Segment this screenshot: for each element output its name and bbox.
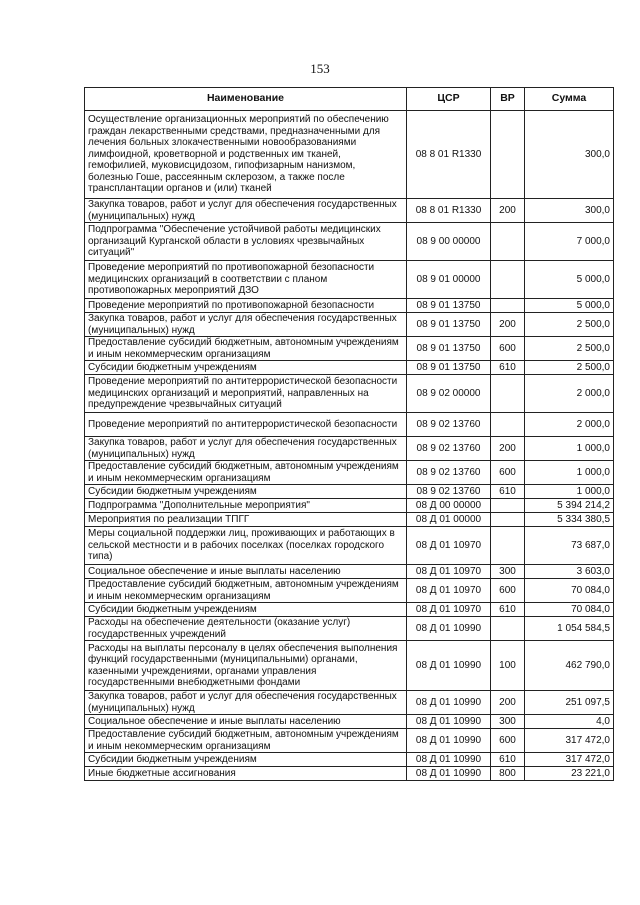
row-vr-cell: 800 bbox=[491, 767, 525, 781]
row-csr-cell: 08 Д 01 10990 bbox=[407, 617, 491, 641]
row-vr-cell bbox=[491, 111, 525, 199]
row-vr-cell: 610 bbox=[491, 361, 525, 375]
row-csr-cell: 08 Д 01 10990 bbox=[407, 691, 491, 715]
row-vr-cell bbox=[491, 375, 525, 413]
row-csr-cell: 08 9 02 13760 bbox=[407, 413, 491, 437]
row-sum-cell: 1 000,0 bbox=[525, 437, 614, 461]
row-name-cell: Социальное обеспечение и иные выплаты населению bbox=[85, 715, 407, 729]
row-vr-cell: 200 bbox=[491, 691, 525, 715]
row-vr-cell bbox=[491, 513, 525, 527]
table-row bbox=[85, 313, 614, 337]
table-row bbox=[85, 361, 614, 375]
row-vr-cell: 200 bbox=[491, 437, 525, 461]
table-row bbox=[85, 461, 614, 485]
row-sum-cell: 1 000,0 bbox=[525, 485, 614, 499]
row-sum-cell: 1 000,0 bbox=[525, 461, 614, 485]
row-sum-cell: 317 472,0 bbox=[525, 753, 614, 767]
table-row bbox=[85, 513, 614, 527]
row-sum-cell: 5 000,0 bbox=[525, 299, 614, 313]
row-sum-cell: 5 394 214,2 bbox=[525, 499, 614, 513]
row-csr-cell: 08 9 01 13750 bbox=[407, 361, 491, 375]
table-row bbox=[85, 603, 614, 617]
row-sum-cell: 300,0 bbox=[525, 111, 614, 199]
table-row bbox=[85, 337, 614, 361]
table-body bbox=[85, 111, 614, 781]
row-vr-cell bbox=[491, 299, 525, 313]
row-csr-cell: 08 9 02 13760 bbox=[407, 485, 491, 499]
row-csr-cell: 08 9 02 00000 bbox=[407, 375, 491, 413]
row-sum-cell: 1 054 584,5 bbox=[525, 617, 614, 641]
row-sum-cell: 23 221,0 bbox=[525, 767, 614, 781]
row-sum-cell: 3 603,0 bbox=[525, 565, 614, 579]
row-name-cell: Субсидии бюджетным учреждениям bbox=[85, 485, 407, 499]
table-row bbox=[85, 617, 614, 641]
row-name-cell: Подпрограмма "Дополнительные мероприятия" bbox=[85, 499, 407, 513]
table-row bbox=[85, 729, 614, 753]
row-sum-cell: 2 500,0 bbox=[525, 361, 614, 375]
row-name-cell: Закупка товаров, работ и услуг для обеспечения государственных (муниципальных) нужд bbox=[85, 313, 407, 337]
row-name-cell: Расходы на обеспечение деятельности (оказание услуг) государственных учреждений bbox=[85, 617, 407, 641]
table-row bbox=[85, 767, 614, 781]
row-name-cell: Социальное обеспечение и иные выплаты населению bbox=[85, 565, 407, 579]
row-name-cell: Проведение мероприятий по противопожарной безопасности медицинских организаций в соответствии с планом противопожарных мероприятий ДЗО bbox=[85, 261, 407, 299]
row-name-cell: Субсидии бюджетным учреждениям bbox=[85, 603, 407, 617]
row-vr-cell: 610 bbox=[491, 485, 525, 499]
table-row bbox=[85, 715, 614, 729]
row-name-cell: Предоставление субсидий бюджетным, автономным учреждениям и иным некоммерческим организациям bbox=[85, 461, 407, 485]
table-row bbox=[85, 691, 614, 715]
row-vr-cell: 600 bbox=[491, 337, 525, 361]
row-csr-cell: 08 Д 01 10990 bbox=[407, 753, 491, 767]
table-row bbox=[85, 261, 614, 299]
row-name-cell: Предоставление субсидий бюджетным, автономным учреждениям и иным некоммерческим организациям bbox=[85, 729, 407, 753]
row-name-cell: Предоставление субсидий бюджетным, автономным учреждениям и иным некоммерческим организациям bbox=[85, 579, 407, 603]
row-csr-cell: 08 9 01 00000 bbox=[407, 261, 491, 299]
row-csr-cell: 08 9 00 00000 bbox=[407, 223, 491, 261]
row-name-cell: Проведение мероприятий по противопожарной безопасности bbox=[85, 299, 407, 313]
row-csr-cell: 08 Д 01 10970 bbox=[407, 527, 491, 565]
row-vr-cell bbox=[491, 499, 525, 513]
row-csr-cell: 08 Д 00 00000 bbox=[407, 499, 491, 513]
table-row bbox=[85, 437, 614, 461]
row-sum-cell: 462 790,0 bbox=[525, 641, 614, 691]
row-vr-cell bbox=[491, 527, 525, 565]
row-sum-cell: 7 000,0 bbox=[525, 223, 614, 261]
row-sum-cell: 5 000,0 bbox=[525, 261, 614, 299]
row-sum-cell: 2 000,0 bbox=[525, 375, 614, 413]
row-vr-cell bbox=[491, 223, 525, 261]
row-vr-cell: 200 bbox=[491, 199, 525, 223]
table-row bbox=[85, 375, 614, 413]
header-sum: Сумма bbox=[525, 88, 614, 111]
row-name-cell: Закупка товаров, работ и услуг для обеспечения государственных (муниципальных) нужд bbox=[85, 199, 407, 223]
table-row bbox=[85, 499, 614, 513]
row-name-cell: Закупка товаров, работ и услуг для обеспечения государственных (муниципальных) нужд bbox=[85, 691, 407, 715]
row-name-cell: Меры социальной поддержки лиц, проживающих и работающих в сельской местности и в рабочих поселках (поселках городского типа) bbox=[85, 527, 407, 565]
row-csr-cell: 08 Д 01 10970 bbox=[407, 579, 491, 603]
row-csr-cell: 08 Д 01 10990 bbox=[407, 767, 491, 781]
row-vr-cell: 600 bbox=[491, 729, 525, 753]
row-sum-cell: 2 000,0 bbox=[525, 413, 614, 437]
row-name-cell: Проведение мероприятий по антитеррористической безопасности bbox=[85, 413, 407, 437]
table-row bbox=[85, 413, 614, 437]
row-csr-cell: 08 Д 01 10970 bbox=[407, 603, 491, 617]
row-vr-cell: 300 bbox=[491, 715, 525, 729]
row-name-cell: Расходы на выплаты персоналу в целях обеспечения выполнения функций государственными (муниципальными) органами, казенными учреждениями, органами управления государственными внебюджетными фондами bbox=[85, 641, 407, 691]
row-name-cell: Проведение мероприятий по антитеррористической безопасности медицинских организаций и мероприятий, направленных на предупреждение чрезвычайных ситуаций bbox=[85, 375, 407, 413]
row-vr-cell: 600 bbox=[491, 579, 525, 603]
row-sum-cell: 317 472,0 bbox=[525, 729, 614, 753]
row-name-cell: Закупка товаров, работ и услуг для обеспечения государственных (муниципальных) нужд bbox=[85, 437, 407, 461]
row-name-cell: Субсидии бюджетным учреждениям bbox=[85, 361, 407, 375]
row-name-cell: Предоставление субсидий бюджетным, автономным учреждениям и иным некоммерческим организациям bbox=[85, 337, 407, 361]
budget-table bbox=[84, 87, 614, 781]
row-vr-cell: 300 bbox=[491, 565, 525, 579]
row-csr-cell: 08 9 01 13750 bbox=[407, 337, 491, 361]
row-vr-cell bbox=[491, 617, 525, 641]
row-sum-cell: 70 084,0 bbox=[525, 579, 614, 603]
table-row bbox=[85, 199, 614, 223]
row-csr-cell: 08 Д 01 10990 bbox=[407, 641, 491, 691]
row-csr-cell: 08 Д 01 00000 bbox=[407, 513, 491, 527]
row-csr-cell: 08 9 02 13760 bbox=[407, 437, 491, 461]
table-row bbox=[85, 565, 614, 579]
row-csr-cell: 08 9 02 13760 bbox=[407, 461, 491, 485]
table-row bbox=[85, 223, 614, 261]
row-name-cell: Мероприятия по реализации ТПГГ bbox=[85, 513, 407, 527]
row-vr-cell: 600 bbox=[491, 461, 525, 485]
row-vr-cell bbox=[491, 413, 525, 437]
row-name-cell: Подпрограмма "Обеспечение устойчивой работы медицинских организаций Курганской области в условиях чрезвычайных ситуаций" bbox=[85, 223, 407, 261]
table-header-row bbox=[85, 88, 614, 111]
row-sum-cell: 2 500,0 bbox=[525, 337, 614, 361]
header-name: Наименование bbox=[85, 88, 407, 111]
row-csr-cell: 08 Д 01 10990 bbox=[407, 729, 491, 753]
header-vr: ВР bbox=[491, 88, 525, 111]
table-row bbox=[85, 111, 614, 199]
table-row bbox=[85, 579, 614, 603]
header-csr: ЦСР bbox=[407, 88, 491, 111]
row-csr-cell: 08 Д 01 10970 bbox=[407, 565, 491, 579]
row-name-cell: Осуществление организационных мероприятий по обеспечению граждан лекарственными средствами, предназначенными для лечения больных злокачественными новообразованиями лимфоидной, кроветворной и родственных им тканей, гемофилией, муковисцидозом, гипофизарным нанизмом, болезнью Гоше, рассеянным склерозом, а также после трансплантации органов и (или) тканей bbox=[85, 111, 407, 199]
table-row bbox=[85, 753, 614, 767]
row-vr-cell: 100 bbox=[491, 641, 525, 691]
row-sum-cell: 300,0 bbox=[525, 199, 614, 223]
row-csr-cell: 08 8 01 R1330 bbox=[407, 111, 491, 199]
table-row bbox=[85, 641, 614, 691]
row-vr-cell bbox=[491, 261, 525, 299]
table-row bbox=[85, 299, 614, 313]
row-csr-cell: 08 Д 01 10990 bbox=[407, 715, 491, 729]
row-csr-cell: 08 9 01 13750 bbox=[407, 299, 491, 313]
row-csr-cell: 08 9 01 13750 bbox=[407, 313, 491, 337]
row-name-cell: Субсидии бюджетным учреждениям bbox=[85, 753, 407, 767]
row-csr-cell: 08 8 01 R1330 bbox=[407, 199, 491, 223]
row-sum-cell: 70 084,0 bbox=[525, 603, 614, 617]
row-name-cell: Иные бюджетные ассигнования bbox=[85, 767, 407, 781]
row-sum-cell: 73 687,0 bbox=[525, 527, 614, 565]
row-sum-cell: 251 097,5 bbox=[525, 691, 614, 715]
row-sum-cell: 5 334 380,5 bbox=[525, 513, 614, 527]
table-row bbox=[85, 527, 614, 565]
page-number: 153 bbox=[310, 61, 330, 76]
row-sum-cell: 2 500,0 bbox=[525, 313, 614, 337]
row-vr-cell: 610 bbox=[491, 603, 525, 617]
table-row bbox=[85, 485, 614, 499]
row-vr-cell: 610 bbox=[491, 753, 525, 767]
row-sum-cell: 4,0 bbox=[525, 715, 614, 729]
row-vr-cell: 200 bbox=[491, 313, 525, 337]
